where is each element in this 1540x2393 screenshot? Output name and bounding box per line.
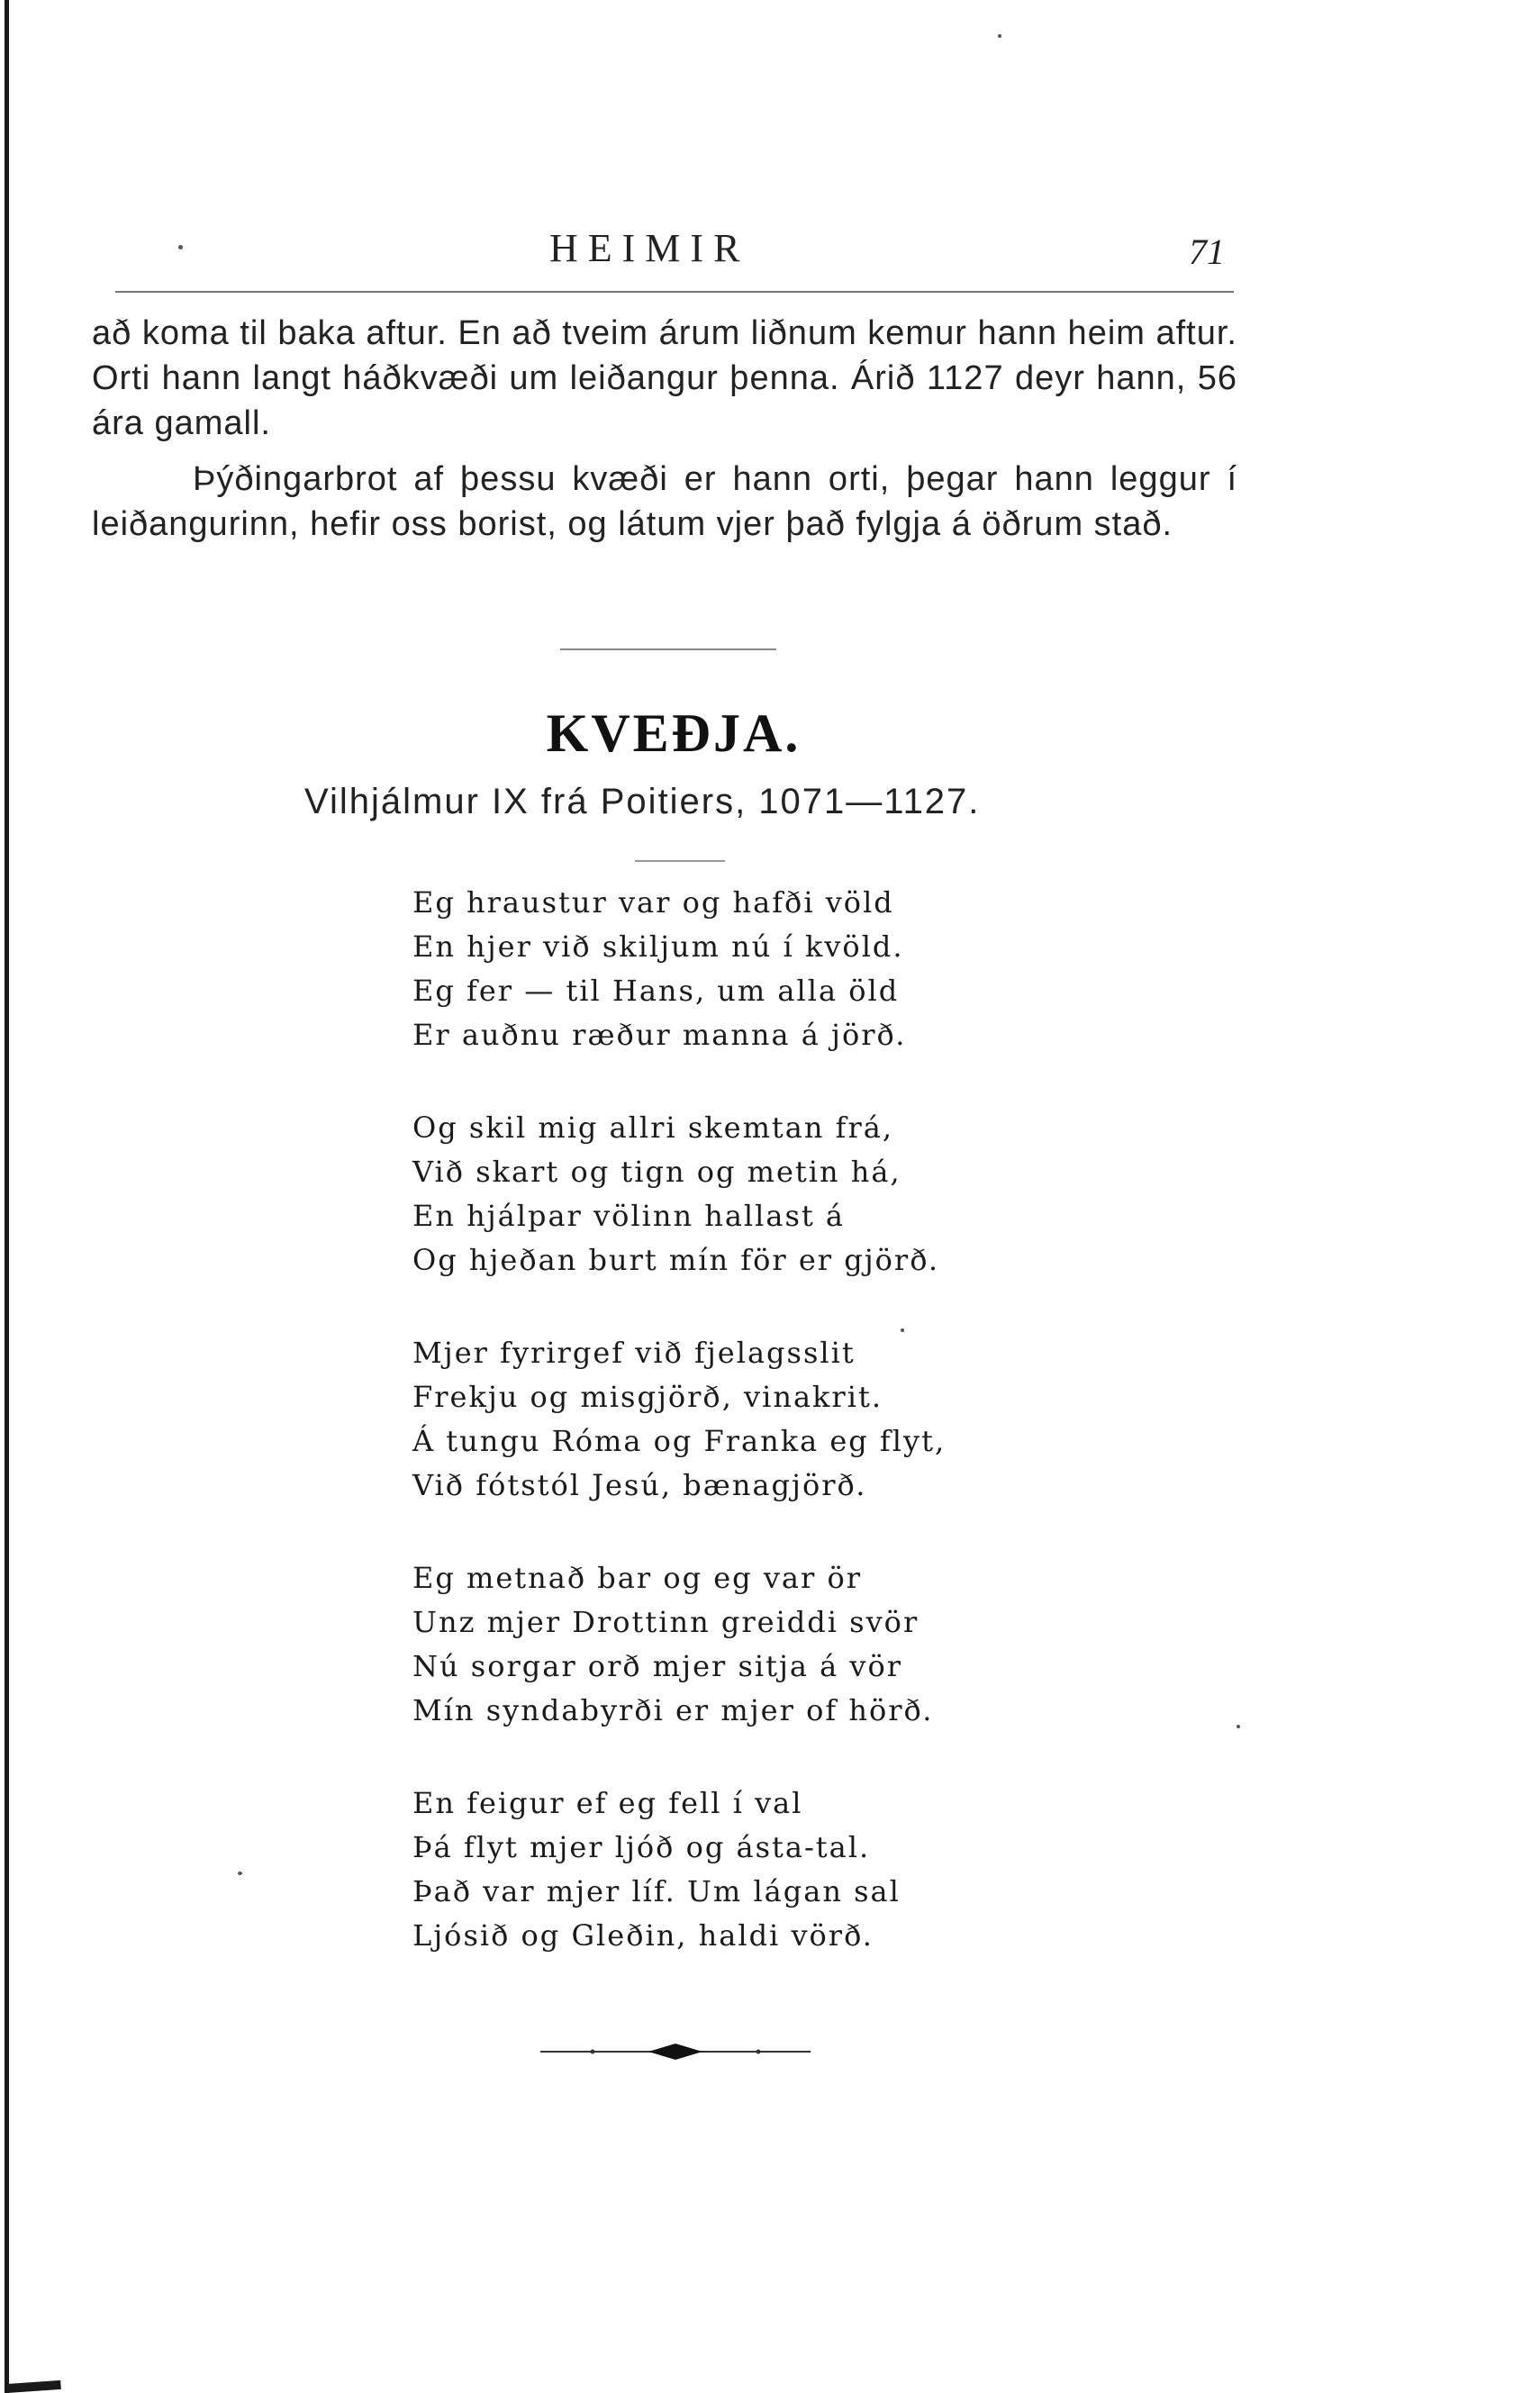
verse-line: Og skil mig allri skemtan frá, <box>412 1110 894 1145</box>
poem-stanza <box>412 1106 1043 1283</box>
scan-speck <box>238 1872 242 1875</box>
page-binding-edge <box>5 0 9 2393</box>
verse-line: Mín syndabyrði er mjer of hörð. <box>412 1693 934 1727</box>
page-binding-corner <box>6 2380 61 2393</box>
prose-block <box>92 311 1237 557</box>
page-number: 71 <box>1189 231 1225 272</box>
verse-line: Og hjeðan burt mín för er gjörð. <box>412 1243 940 1277</box>
verse-line: Ljósið og Gleðin, haldi vörð. <box>412 1918 874 1953</box>
verse-line: Við skart og tign og metin há, <box>412 1155 901 1189</box>
poem-stanza <box>412 1331 1043 1508</box>
verse-line: Unz mjer Drottinn greiddi svör <box>412 1605 919 1639</box>
scan-speck <box>1237 1725 1240 1728</box>
poem-author: Vilhjálmur IX frá Poitiers, 1071—1127. <box>304 782 981 821</box>
title-divider <box>635 860 725 862</box>
diamond-rule-ornament-icon <box>540 2041 811 2062</box>
prose-paragraph: Þýðingarbrot af þessu kvæði er hann orti, þegar hann leggur í leiðangurinn, hefir oss borist, og látum vjer það fylgja á öðrum stað. <box>92 460 1237 543</box>
poem-stanza <box>412 1556 1043 1733</box>
verse-line: Það var mjer líf. Um lágan sal <box>412 1874 901 1908</box>
poem-stanza <box>412 881 1043 1057</box>
running-header <box>0 225 1540 279</box>
verse-line: Eg fer — til Hans, um alla öld <box>412 974 900 1008</box>
poem-stanza <box>412 1781 1043 1958</box>
verse-line: Mjer fyrirgef við fjelagsslit <box>412 1336 856 1370</box>
poem-title: KVEÐJA. <box>546 703 802 763</box>
verse-line: Frekju og misgjörð, vinakrit. <box>412 1380 883 1414</box>
running-title: HEIMIR <box>549 226 750 270</box>
verse-line: Á tungu Róma og Franka eg flyt, <box>412 1424 947 1458</box>
verse-line: En feigur ef eg fell í val <box>412 1786 803 1820</box>
verse-line: En hjálpar völinn hallast á <box>412 1199 845 1233</box>
verse-line: Þá flyt mjer ljóð og ásta-tal. <box>412 1830 871 1864</box>
verse-line: Við fótstól Jesú, bænagjörð. <box>412 1468 867 1502</box>
verse-line: Nú sorgar orð mjer sitja á vör <box>412 1649 903 1683</box>
verse-line: Er auðnu ræður manna á jörð. <box>412 1018 907 1052</box>
verse-line: Eg hraustur var og hafði völd <box>412 885 894 920</box>
verse-line: En hjer við skiljum nú í kvöld. <box>412 929 904 964</box>
poem-body <box>412 881 1043 2007</box>
scan-speck <box>998 34 1001 38</box>
prose-paragraph: að koma til baka aftur. En að tveim árum liðnum kemur hann heim aftur. Orti hann langt háðkvæði um leiðangur þenna. Árið 1127 deyr hann, 56 ára gamall. <box>92 314 1237 442</box>
verse-line: Eg metnað bar og eg var ör <box>412 1561 863 1595</box>
header-rule <box>115 291 1234 293</box>
section-divider <box>560 648 776 650</box>
